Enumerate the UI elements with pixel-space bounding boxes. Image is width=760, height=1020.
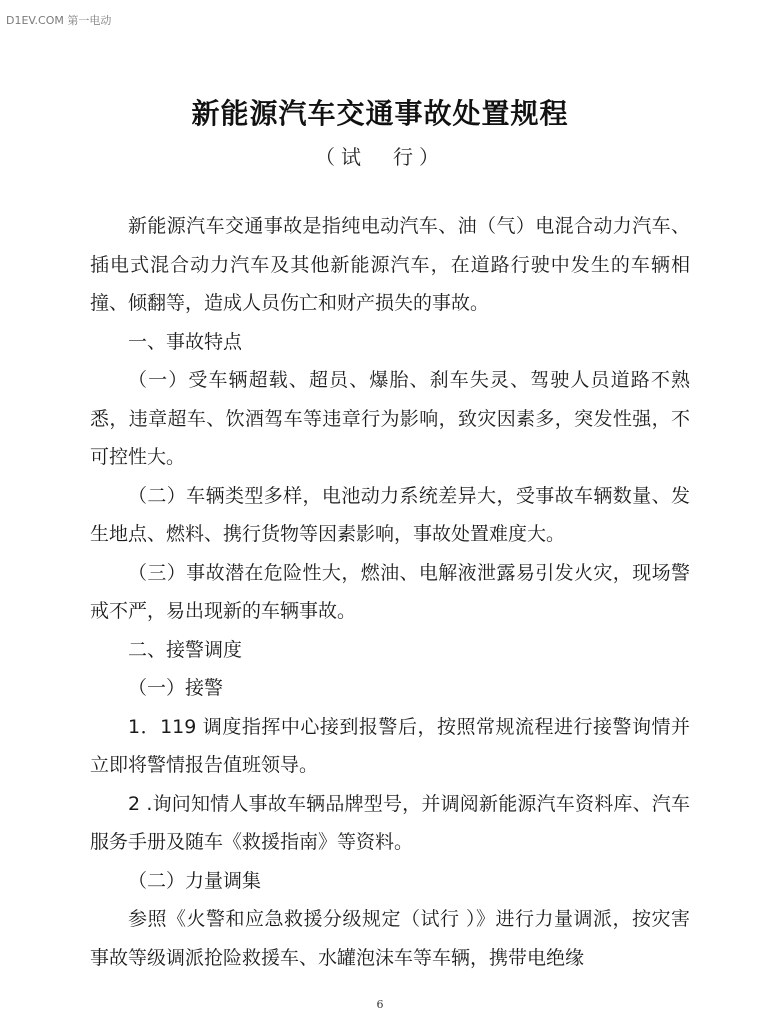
paragraph-1-2: （二）车辆类型多样，电池动力系统差异大，受事故车辆数量、发生地点、燃料、携行货物等因素影响，事故处置难度大。 [90,484,690,545]
paragraph-2-2: 参照《火警和应急救援分级规定（试行 ）》进行力量调派，按灾害事故等级调派抢险救援车、水罐泡沫车等车辆，携带电绝缘 [90,908,690,969]
section-heading-2: 二、接警调度 [128,638,243,661]
watermark: D1EV.COM 第一电动 [6,14,112,27]
paragraph-intro: 新能源汽车交通事故是指纯电动汽车、油（气）电混合动力汽车、插电式混合动力汽车及其他新能源汽车，在道路行驶中发生的车辆相撞、倾翻等，造成人员伤亡和财产损失的事故。 [90,215,690,314]
subsection-heading-2-2: （二）力量调集 [128,869,262,892]
paragraph-1-3: （三）事故潜在危险性大，燃油、电解液泄露易引发火灾，现场警戒不严，易出现新的车辆事故。 [90,561,690,622]
paragraph-2-1-2: 2 .询问知情人事故车辆品牌型号，并调阅新能源汽车资料库、汽车服务手册及随车《救援指南》等资料。 [90,792,690,853]
document-body [90,207,690,977]
subsection-heading-2-1: （一）接警 [128,677,224,699]
page-number: 6 [376,998,384,1011]
section-heading-1: 一、事故特点 [128,330,243,353]
paragraph-1-1: （一）受车辆超载、超员、爆胎、刹车失灵、驾驶人员道路不熟悉，违章超车、饮酒驾车等违章行为影响，致灾因素多，突发性强，不可控性大。 [90,369,690,468]
page-title: 新能源汽车交通事故处置规程 [191,97,569,130]
page-subtitle: （试 行） [315,145,445,169]
paragraph-2-1-1: 1．119 调度指挥中心接到报警后，按照常规流程进行接警询情并立即将警情报告值班领导。 [90,715,690,776]
